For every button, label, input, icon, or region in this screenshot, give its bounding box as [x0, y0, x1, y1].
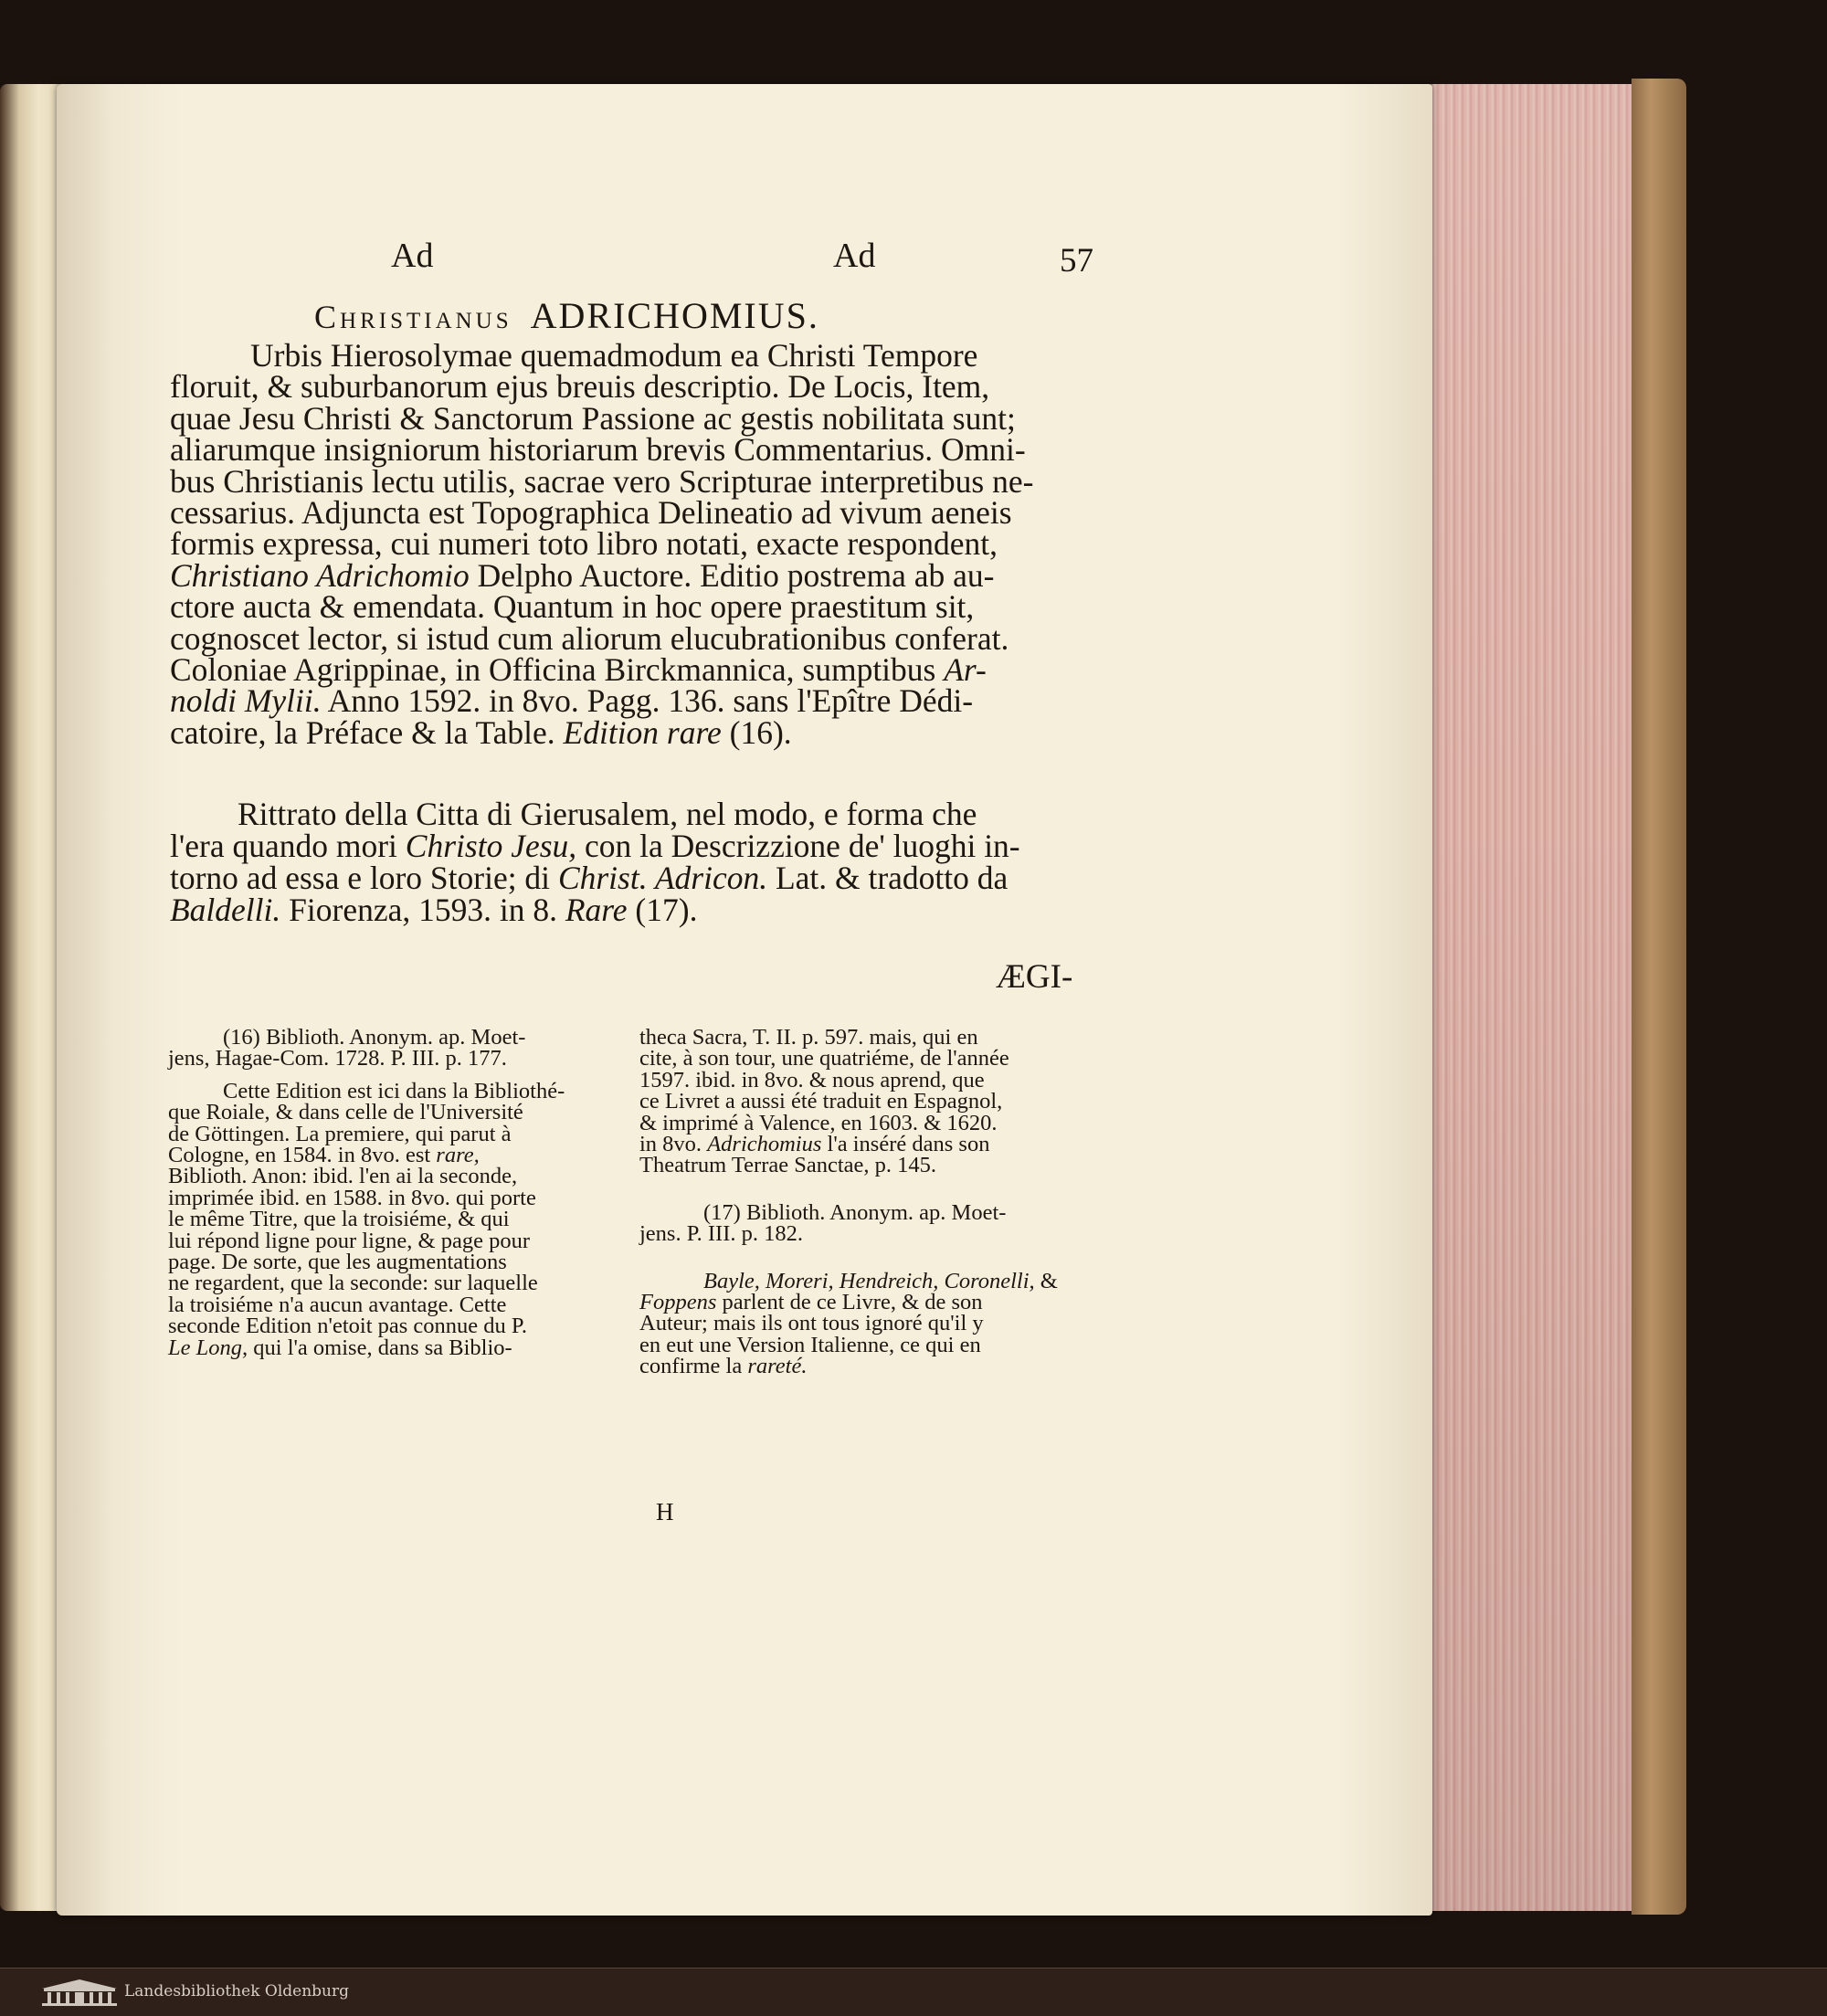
text-segment: Fiorenza, 1593. in 8. [280, 892, 565, 928]
text-segment: cognoscet lector, si istud cum aliorum elucubrationibus conferat. [170, 619, 1009, 657]
text-segment: la troisiéme n'a aucun avantage. Cette [168, 1292, 507, 1317]
entry-heading [314, 294, 819, 337]
italic-text: Rare [565, 892, 628, 928]
text-segment: bus Christianis lectu utilis, sacrae vero Scripturae interpretibus ne- [170, 462, 1034, 500]
text-segment: Cologne, en 1584. in 8vo. est [168, 1143, 437, 1167]
library-building-icon [40, 1978, 119, 2007]
italic-text: Ar- [944, 651, 987, 688]
text-segment: cessarius. Adjuncta est Topographica Delineatio ad vivum aeneis [170, 494, 1012, 531]
text-segment: (16). [721, 713, 792, 751]
text-segment: de Göttingen. La premiere, qui parut à [168, 1121, 512, 1146]
italic-text: rareté. [747, 1354, 808, 1379]
text-segment: catoire, la Préface & la Table. [170, 713, 564, 751]
text-segment: ctore aucta & emendata. Quantum in hoc opere praestitum sit, [170, 588, 975, 626]
left-page-edge [0, 84, 55, 1911]
text-segment: l'a inséré dans son [821, 1132, 990, 1156]
entry-text-line [170, 713, 792, 752]
italic-text: rare, [436, 1143, 480, 1167]
text-segment: torno ad essa e loro Storie; di [170, 860, 558, 896]
text-segment: & imprimé à Valence, en 1603. & 1620. [639, 1110, 998, 1135]
text-segment: theca Sacra, T. II. p. 597. mais, qui en [639, 1025, 978, 1050]
text-segment: en eut une Version Italienne, ce qui en [639, 1332, 981, 1357]
text-segment: quae Jesu Christi & Sanctorum Passione ac gestis nobilitata sunt; [170, 399, 1016, 437]
page-number: 57 [1060, 242, 1093, 280]
italic-text: Bayle, Moreri, Hendreich, Coronelli, [703, 1268, 1035, 1293]
text-segment: jens. P. III. p. 182. [639, 1221, 803, 1247]
text-segment: & [1034, 1268, 1058, 1293]
signature-mark: H [656, 1498, 674, 1525]
text-segment: confirme la [639, 1354, 748, 1379]
text-segment: parlent de ce Livre, & de son [716, 1290, 983, 1314]
text-segment: Urbis Hierosolymae quemadmodum ea Christi Tempore [250, 337, 978, 374]
text-segment: imprimée ibid. en 1588. in 8vo. qui porte [168, 1185, 536, 1210]
text-segment: Biblioth. Anon: ibid. l'en ai la seconde, [168, 1164, 518, 1189]
text-segment: (17). [627, 892, 698, 928]
text-segment: (17) Biblioth. Anonym. ap. Moet- [703, 1199, 1007, 1225]
running-head-center: Ad [833, 237, 876, 275]
fore-edge-shade [1431, 84, 1632, 1911]
text-segment: con la Descrizzione de' luoghi in- [576, 828, 1020, 864]
text-segment: Theatrum Terrae Sanctae, p. 145. [639, 1153, 937, 1178]
text-segment: formis expressa, cui numeri toto libro notati, exacte respondent, [170, 525, 998, 563]
heading-surname: ADRICHOMIUS. [530, 295, 819, 336]
text-segment: qui l'a omise, dans sa Biblio- [248, 1335, 512, 1360]
text-segment: aliarumque insigniorum historiarum brevis Commentarius. Omni- [170, 431, 1026, 469]
text-segment: 1597. ibid. in 8vo. & nous aprend, que [639, 1067, 985, 1092]
catchword: ÆGI- [996, 958, 1073, 996]
text-segment: l'era quando mori [170, 828, 406, 864]
italic-text: Christiano Adrichomio [170, 556, 470, 594]
italic-text: Edition rare [563, 713, 722, 751]
footer-bar [0, 1968, 1827, 2016]
footnote-line [639, 1221, 803, 1247]
text-segment: jens, Hagae-Com. 1728. P. III. p. 177. [168, 1046, 507, 1071]
footnote-line [639, 1153, 936, 1178]
text-segment: page. De sorte, que les augmentations [168, 1250, 507, 1274]
italic-text: Baldelli. [170, 892, 281, 928]
text-segment: floruit, & suburbanorum ejus breuis descriptio. De Locis, Item, [170, 368, 990, 406]
text-segment: cite, à son tour, une quatriéme, de l'année [639, 1046, 1009, 1071]
text-segment: in 8vo. [639, 1132, 708, 1156]
italic-text: Foppens [639, 1290, 717, 1314]
text-segment: Coloniae Agrippinae, in Officina Birckmannica, sumptibus [170, 651, 945, 688]
text-segment: Auteur; mais ils ont tous ignoré qu'il y [639, 1311, 984, 1336]
text-segment: ce Livret a aussi été traduit en Espagnol, [639, 1089, 1003, 1114]
text-segment: seconde Edition n'etoit pas connue du P. [168, 1314, 527, 1339]
text-segment: lui répond ligne pour ligne, & page pour [168, 1228, 530, 1253]
text-segment: Cette Edition est ici dans la Bibliothé- [223, 1078, 565, 1103]
text-segment: Anno 1592. in 8vo. Pagg. 136. sans l'Epître Dédi- [321, 682, 974, 720]
text-segment: Rittrato della Citta di Gierusalem, nel modo, e forma che [238, 796, 977, 832]
running-head-left: Ad [391, 237, 434, 275]
text-segment: Delpho Auctore. Editio postrema ab au- [469, 556, 995, 594]
text-segment: (16) Biblioth. Anonym. ap. Moet- [223, 1025, 526, 1050]
italic-text: Le Long, [168, 1335, 248, 1360]
library-name: Landesbibliothek Oldenburg [124, 1982, 350, 2000]
italic-text: noldi Mylii. [170, 682, 322, 720]
footnote-line [168, 1335, 512, 1361]
footnote-line [639, 1354, 807, 1379]
book-cover-edge [1632, 79, 1686, 1915]
entry-text-line [170, 891, 697, 929]
text-segment: Lat. & tradotto da [767, 860, 1009, 896]
italic-text: Christ. Adricon. [557, 860, 768, 896]
italic-text: Christo Jesu, [405, 828, 577, 864]
italic-text: Adrichomius [707, 1132, 822, 1156]
text-segment: le même Titre, que la troisiéme, & qui [168, 1207, 510, 1232]
footnote-line [168, 1046, 507, 1071]
text-segment: ne regardent, que la seconde: sur laquelle [168, 1271, 538, 1296]
heading-first-name: Christianus [314, 299, 512, 335]
text-segment: que Roiale, & dans celle de l'Université [168, 1100, 523, 1125]
